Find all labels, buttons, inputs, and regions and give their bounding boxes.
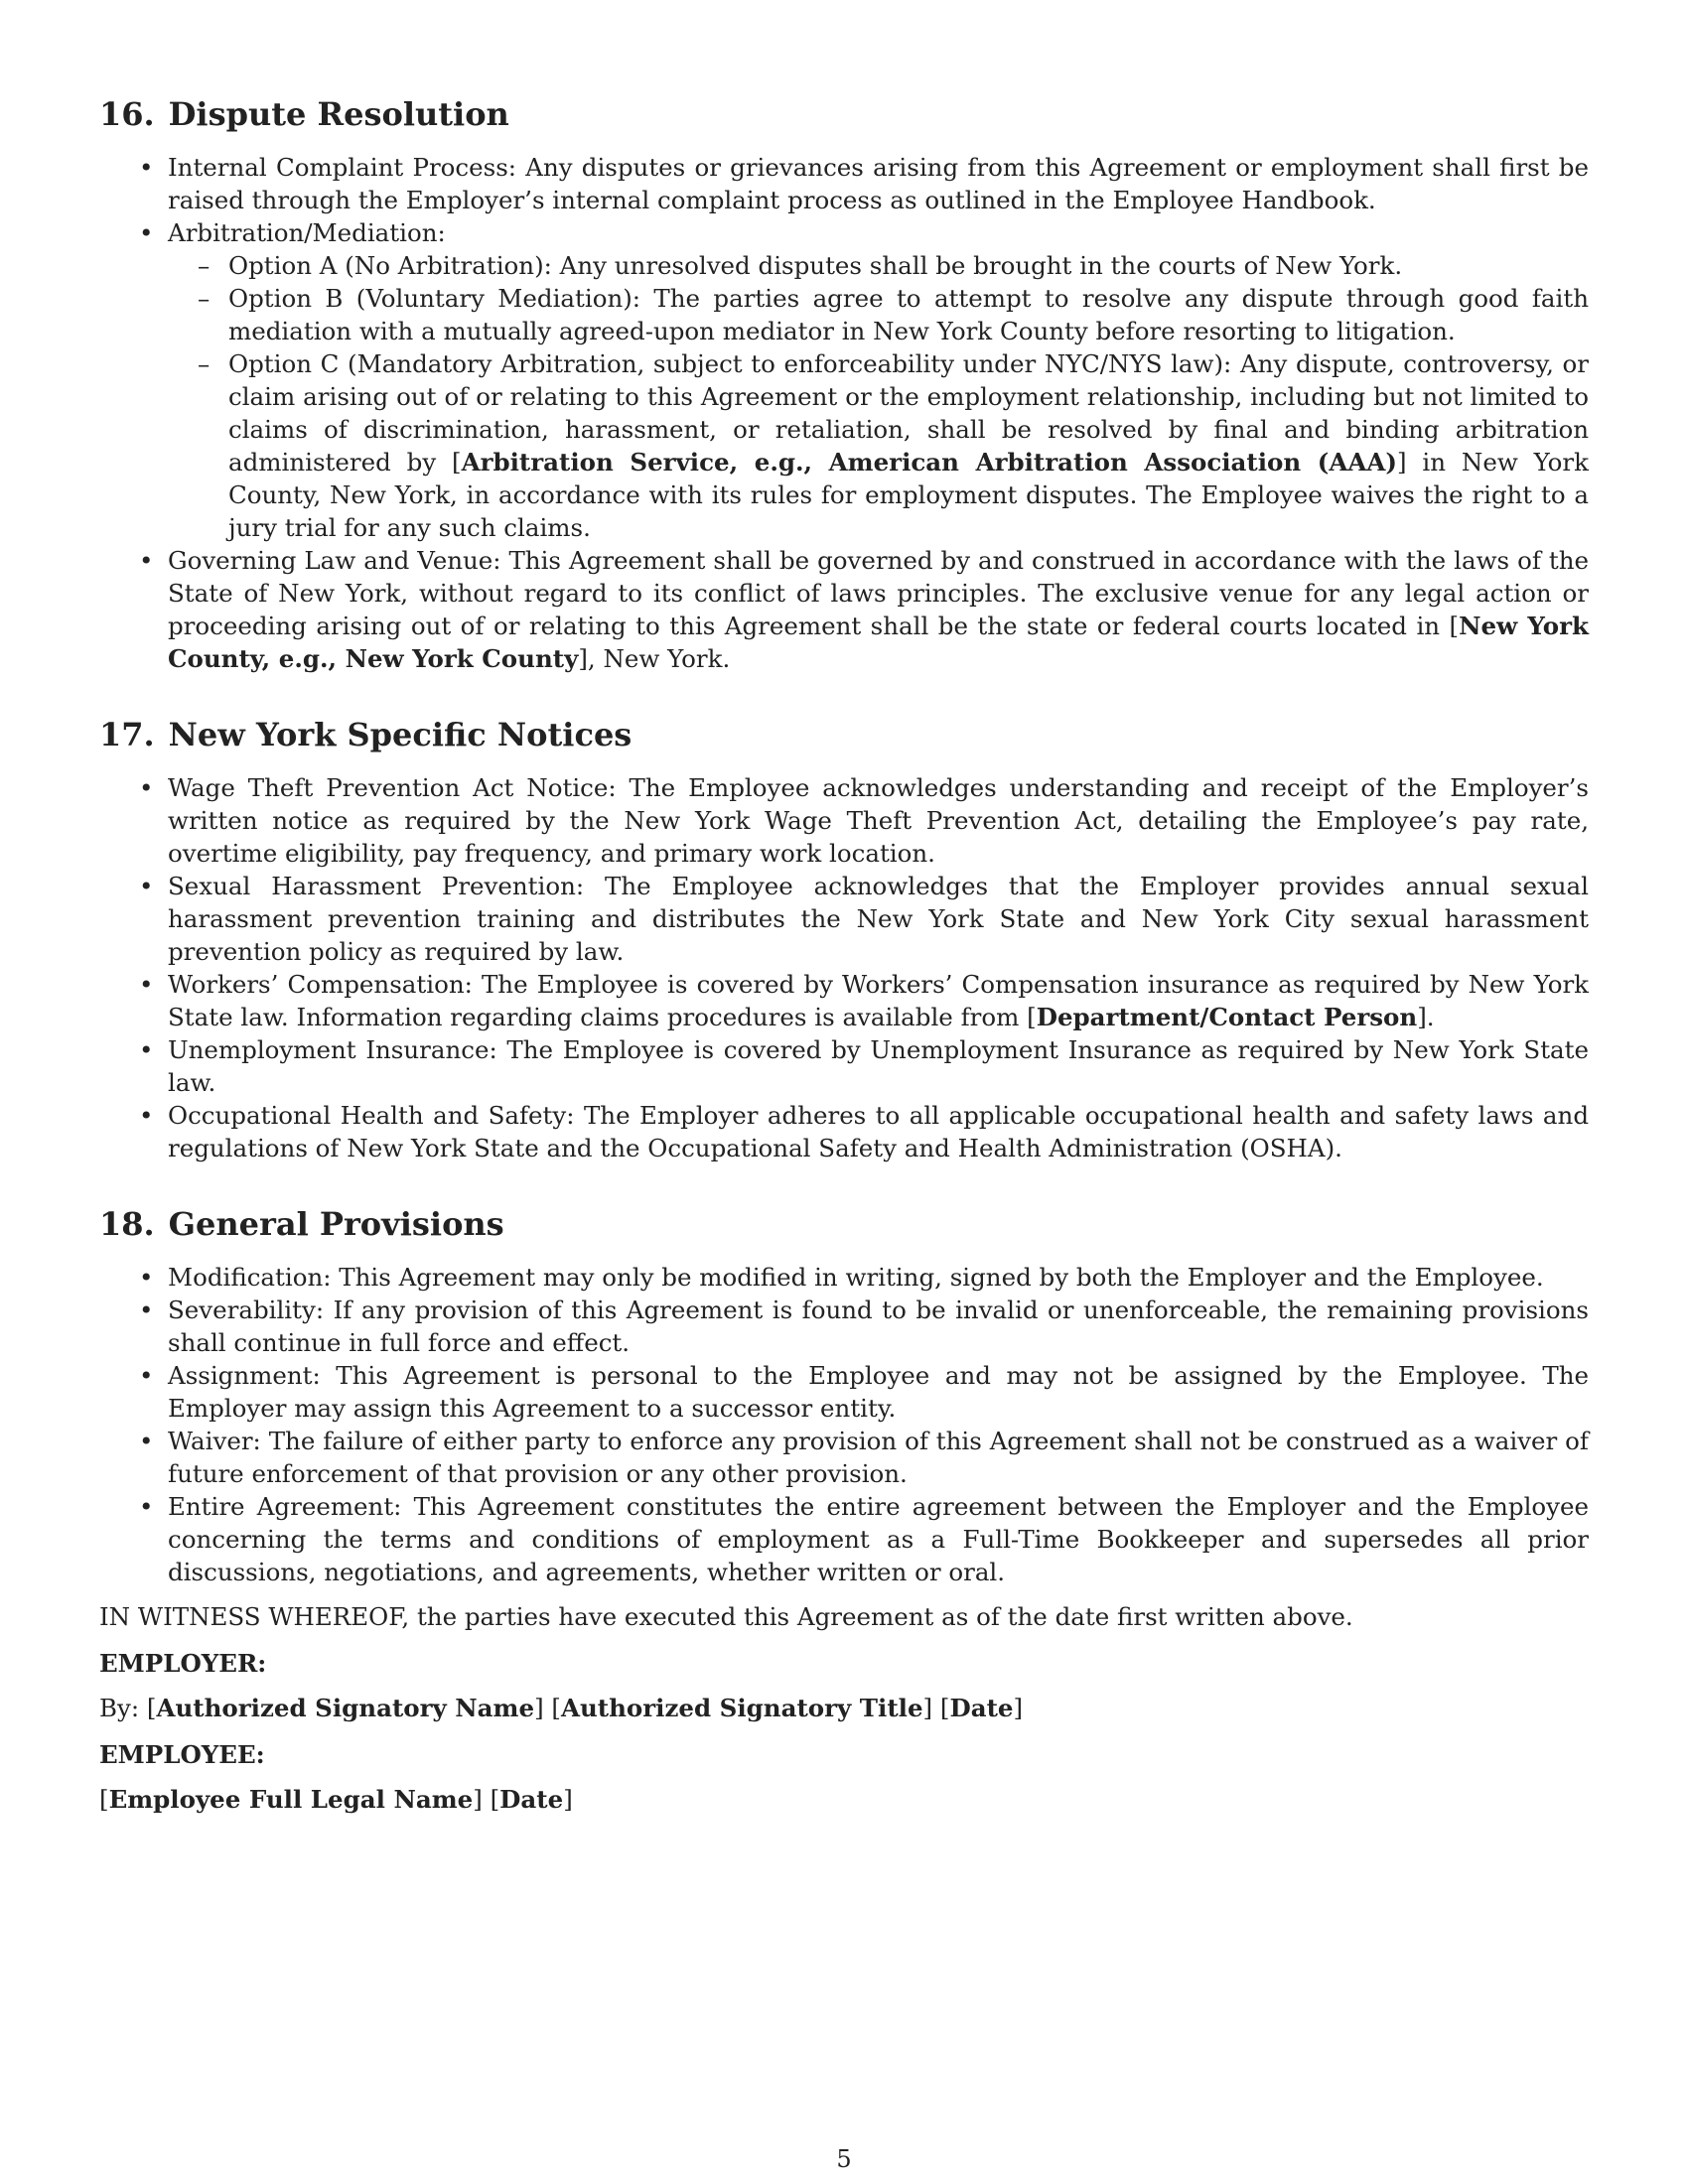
sub-list-item: – Option A (No Arbitration): Any unresolved disputes shall be brought in the courts of New York. — [168, 249, 1589, 282]
employee-label: EMPLOYEE: — [99, 1740, 265, 1769]
employer-label: EMPLOYER: — [99, 1649, 267, 1678]
list-item: • Internal Complaint Process: Any disputes or grievances arising from this Agreement or employment shall first be raised through the Employer’s internal complaint process as outlined in the Employee Handbook. — [99, 151, 1589, 216]
placeholder-employee-name: Employee Full Legal Name — [108, 1785, 474, 1814]
list-item: • Entire Agreement: This Agreement constitutes the entire agreement between the Employer and the Employee concerning the terms and conditions of employment as a Full-Time Bookkeeper and supersedes all prior discussions, negotiations, and agreements, whether written or oral. — [99, 1490, 1589, 1588]
list-item: • Waiver: The failure of either party to enforce any provision of this Agreement shall not be construed as a waiver of future enforcement of that provision or any other provision. — [99, 1425, 1589, 1490]
placeholder-venue-county: New York County, e.g., New York County — [168, 612, 1589, 673]
list-item: • Wage Theft Prevention Act Notice: The Employee acknowledges understanding and receipt of the Employer’s written notice as required by the New York Wage Theft Prevention Act, detailing the Employee’s pay rate, overtime eligibility, pay frequency, and primary work location. — [99, 771, 1589, 870]
list-item: • Sexual Harassment Prevention: The Employee acknowledges that the Employer provides annual sexual harassment prevention training and distributes the New York State and New York City sexual harassment prevention policy as required by law. — [99, 870, 1589, 968]
section-heading-dispute-resolution: 16. Dispute Resolution — [99, 95, 509, 133]
employee-signature-line: [Employee Full Legal Name] [Date] — [99, 1785, 573, 1814]
placeholder-employer-date: Date — [949, 1694, 1014, 1722]
list-item: • Modification: This Agreement may only be modified in writing, signed by both the Employer and the Employee. — [99, 1261, 1589, 1294]
placeholder-contact-person: Department/Contact Person — [1036, 1003, 1418, 1031]
section-heading-new-york-notices: 17. New York Specific Notices — [99, 716, 633, 753]
list-item: • Assignment: This Agreement is personal to the Employee and may not be assigned by the Employee. The Employer may assign this Agreement to a successor entity. — [99, 1359, 1589, 1425]
placeholder-signatory-title: Authorized Signatory Title — [560, 1694, 923, 1722]
list-item: • Governing Law and Venue: This Agreement shall be governed by and construed in accordance with the laws of the State of New York, without regard to its conflict of laws principles. The exclusive venue for any legal action or proceeding arising out of or relating to this Agreement shall be the state or federal courts located in [New York County, e.g., New York County], New York. — [99, 544, 1589, 675]
placeholder-arbitration-service: Arbitration Service, e.g., American Arbitration Association (AAA) — [461, 448, 1398, 477]
list-item: • Arbitration/Mediation: – Option A (No Arbitration): Any unresolved disputes shall be brought in the courts of New York. – Option B (Voluntary Mediation): The parties agree to attempt to resolve any dispute through good faith mediation with a mutually agreed-upon mediator in New York County before resorting to litigation. – Option C (Mandatory Arbitration, subject to enforceability under NYC/NYS law): Any dispute, controversy, or claim arising out of or relating to this Agreement or the employment relationship, including but not limited to claims of discrimination, harassment, or retaliation, shall be resolved by final and binding arbitration administered by [Arbitration Service, e.g., American Arbitration Association (AAA)] in New York County, New York, in accordance with its rules for employment disputes. The Employee waives the right to a jury trial for any such claims. — [99, 216, 1589, 544]
general-provisions-list — [99, 1261, 1589, 1588]
list-item: • Unemployment Insurance: The Employee is covered by Unemployment Insurance as required by New York State law. — [99, 1033, 1589, 1099]
list-item: • Severability: If any provision of this Agreement is found to be invalid or unenforceable, the remaining provisions shall continue in full force and effect. — [99, 1294, 1589, 1359]
list-item: • Workers’ Compensation: The Employee is covered by Workers’ Compensation insurance as required by New York State law. Information regarding claims procedures is available from [Department/Contact Person]. — [99, 968, 1589, 1033]
witness-statement: IN WITNESS WHEREOF, the parties have executed this Agreement as of the date first written above. — [99, 1602, 1353, 1631]
section-heading-general-provisions: 18. General Provisions — [99, 1205, 504, 1243]
page-content — [99, 94, 1589, 1816]
new-york-notices-list — [99, 771, 1589, 1164]
placeholder-employee-date: Date — [499, 1785, 564, 1814]
placeholder-signatory-name: Authorized Signatory Name — [156, 1694, 535, 1722]
page-number: 5 — [836, 2145, 852, 2173]
dispute-resolution-list — [99, 151, 1589, 675]
arbitration-options-list — [168, 249, 1589, 544]
sub-list-item: – Option B (Voluntary Mediation): The parties agree to attempt to resolve any dispute through good faith mediation with a mutually agreed-upon mediator in New York County before resorting to litigation. — [168, 282, 1589, 347]
list-item: • Occupational Health and Safety: The Employer adheres to all applicable occupational health and safety laws and regulations of New York State and the Occupational Safety and Health Administration (OSHA). — [99, 1099, 1589, 1164]
employer-signature-line: By: [Authorized Signatory Name] [Authorized Signatory Title] [Date] — [99, 1694, 1024, 1722]
sub-list-item: – Option C (Mandatory Arbitration, subject to enforceability under NYC/NYS law): Any dispute, controversy, or claim arising out of or relating to this Agreement or the employment relationship, including but not limited to claims of discrimination, harassment, or retaliation, shall be resolved by final and binding arbitration administered by [Arbitration Service, e.g., American Arbitration Association (AAA)] in New York County, New York, in accordance with its rules for employment disputes. The Employee waives the right to a jury trial for any such claims. — [168, 347, 1589, 544]
